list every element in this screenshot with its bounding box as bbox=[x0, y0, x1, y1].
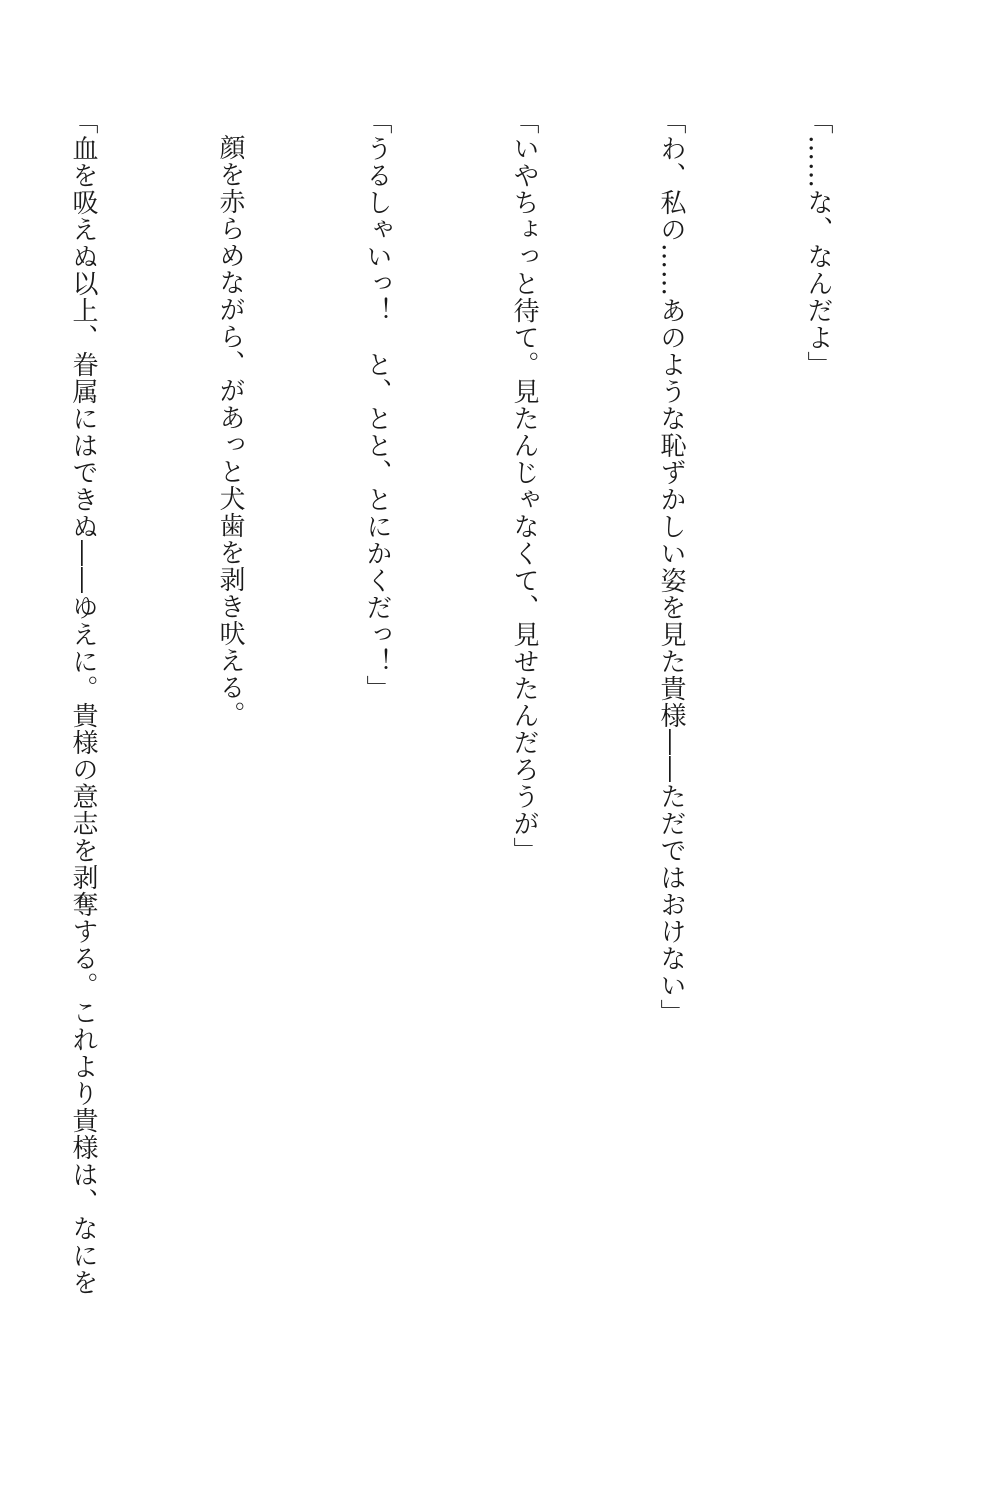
text-line-2: 「わ、私の……あのような恥ずかしい姿を見た貴様――ただではおけない」 bbox=[656, 108, 686, 1026]
text-line-4: 「うるしゃいっ！ と、とと、とにかくだっ！」 bbox=[362, 108, 392, 702]
text-line-3: 「いやちょっと待て。見たんじゃなくて、見せたんだろうが」 bbox=[509, 108, 539, 864]
text-line-5: 顔を赤らめながら、があっと犬歯を剥き吠える。 bbox=[215, 134, 245, 728]
vertical-text-block bbox=[0, 108, 940, 1408]
text-line-1: 「……な、なんだよ」 bbox=[803, 108, 833, 378]
text-line-6: 「血を吸えぬ以上、眷属にはできぬ――ゆえに。貴様の意志を剥奪する。これより貴様は、なにを bbox=[68, 108, 98, 1296]
